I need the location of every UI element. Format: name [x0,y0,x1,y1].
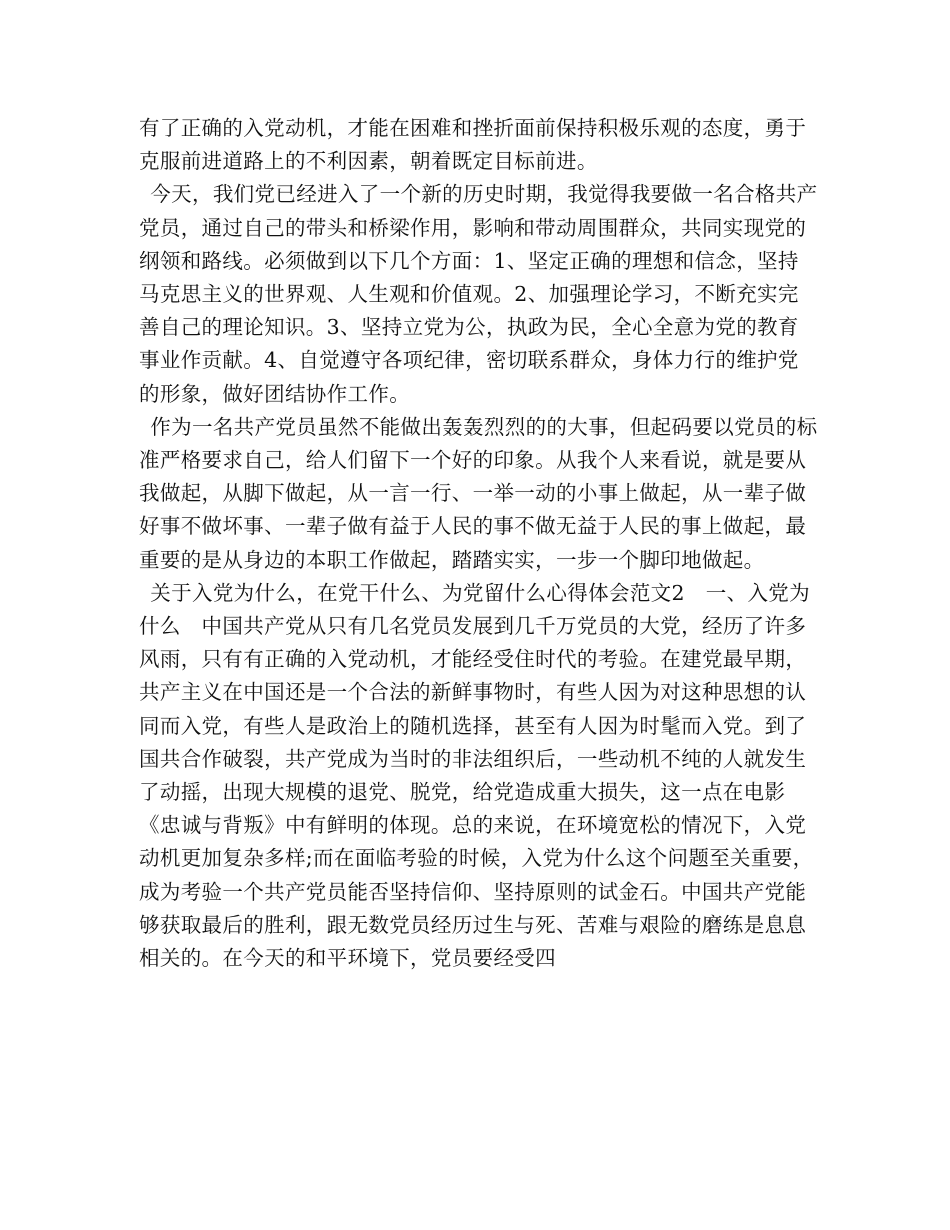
document-body [139,112,819,975]
paragraph-3: 作为一名共产党员虽然不能做出轰轰烈烈的的大事，但起码要以党员的标准严格要求自己，给人们留下一个好的印象。从我个人来看说，就是要从我做起，从脚下做起，从一言一行、一举一动的小事上做起，从一辈子做好事不做坏事、一辈子做有益于人民的事不做无益于人民的事上做起，最重要的是从身边的本职工作做起，踏踏实实，一步一个脚印地做起。 [139,414,818,572]
paragraph-1: 有了正确的入党动机，才能在困难和挫折面前保持积极乐观的态度，勇于克服前进道路上的不利因素，朝着既定目标前进。 [139,116,807,174]
paragraph-2: 今天，我们党已经进入了一个新的历史时期，我觉得我要做一名合格共产党员，通过自己的带头和桥梁作用，影响和带动周围群众，共同实现党的纲领和路线。必须做到以下几个方面：1、坚定正确的理想和信念，坚持马克思主义的世界观、人生观和价值观。2、加强理论学习，不断充实完善自己的理论知识。3、坚持立党为公，执政为民，全心全意为党的教育事业作贡献。4、自觉遵守各项纪律，密切联系群众，身体力行的维护党的形象，做好团结协作工作。 [139,182,818,406]
paragraph-4: 关于入党为什么，在党干什么、为党留什么心得体会范文2 一、入党为什么 中国共产党从只有几名党员发展到几千万党员的大党，经历了许多风雨，只有有正确的入党动机，才能经受住时代的考验。在建党最早期，共产主义在中国还是一个合法的新鲜事物时，有些人因为对这种思想的认同而入党，有些人是政治上的随机选择，甚至有人因为时髦而入党。到了国共合作破裂，共产党成为当时的非法组织后，一些动机不纯的人就发生了动摇，出现大规模的退党、脱党，给党造成重大损失，这一点在电影《忠诚与背叛》中有鲜明的体现。总的来说，在环境宽松的情况下，入党动机更加复杂多样;而在面临考验的时候，入党为什么这个问题至关重要，成为考验一个共产党员能否坚持信仰、坚持原则的试金石。中国共产党能够获取最后的胜利，跟无数党员经历过生与死、苦难与艰险的磨练是息息相关的。在今天的和平环境下，党员要经受四 [139,580,814,971]
